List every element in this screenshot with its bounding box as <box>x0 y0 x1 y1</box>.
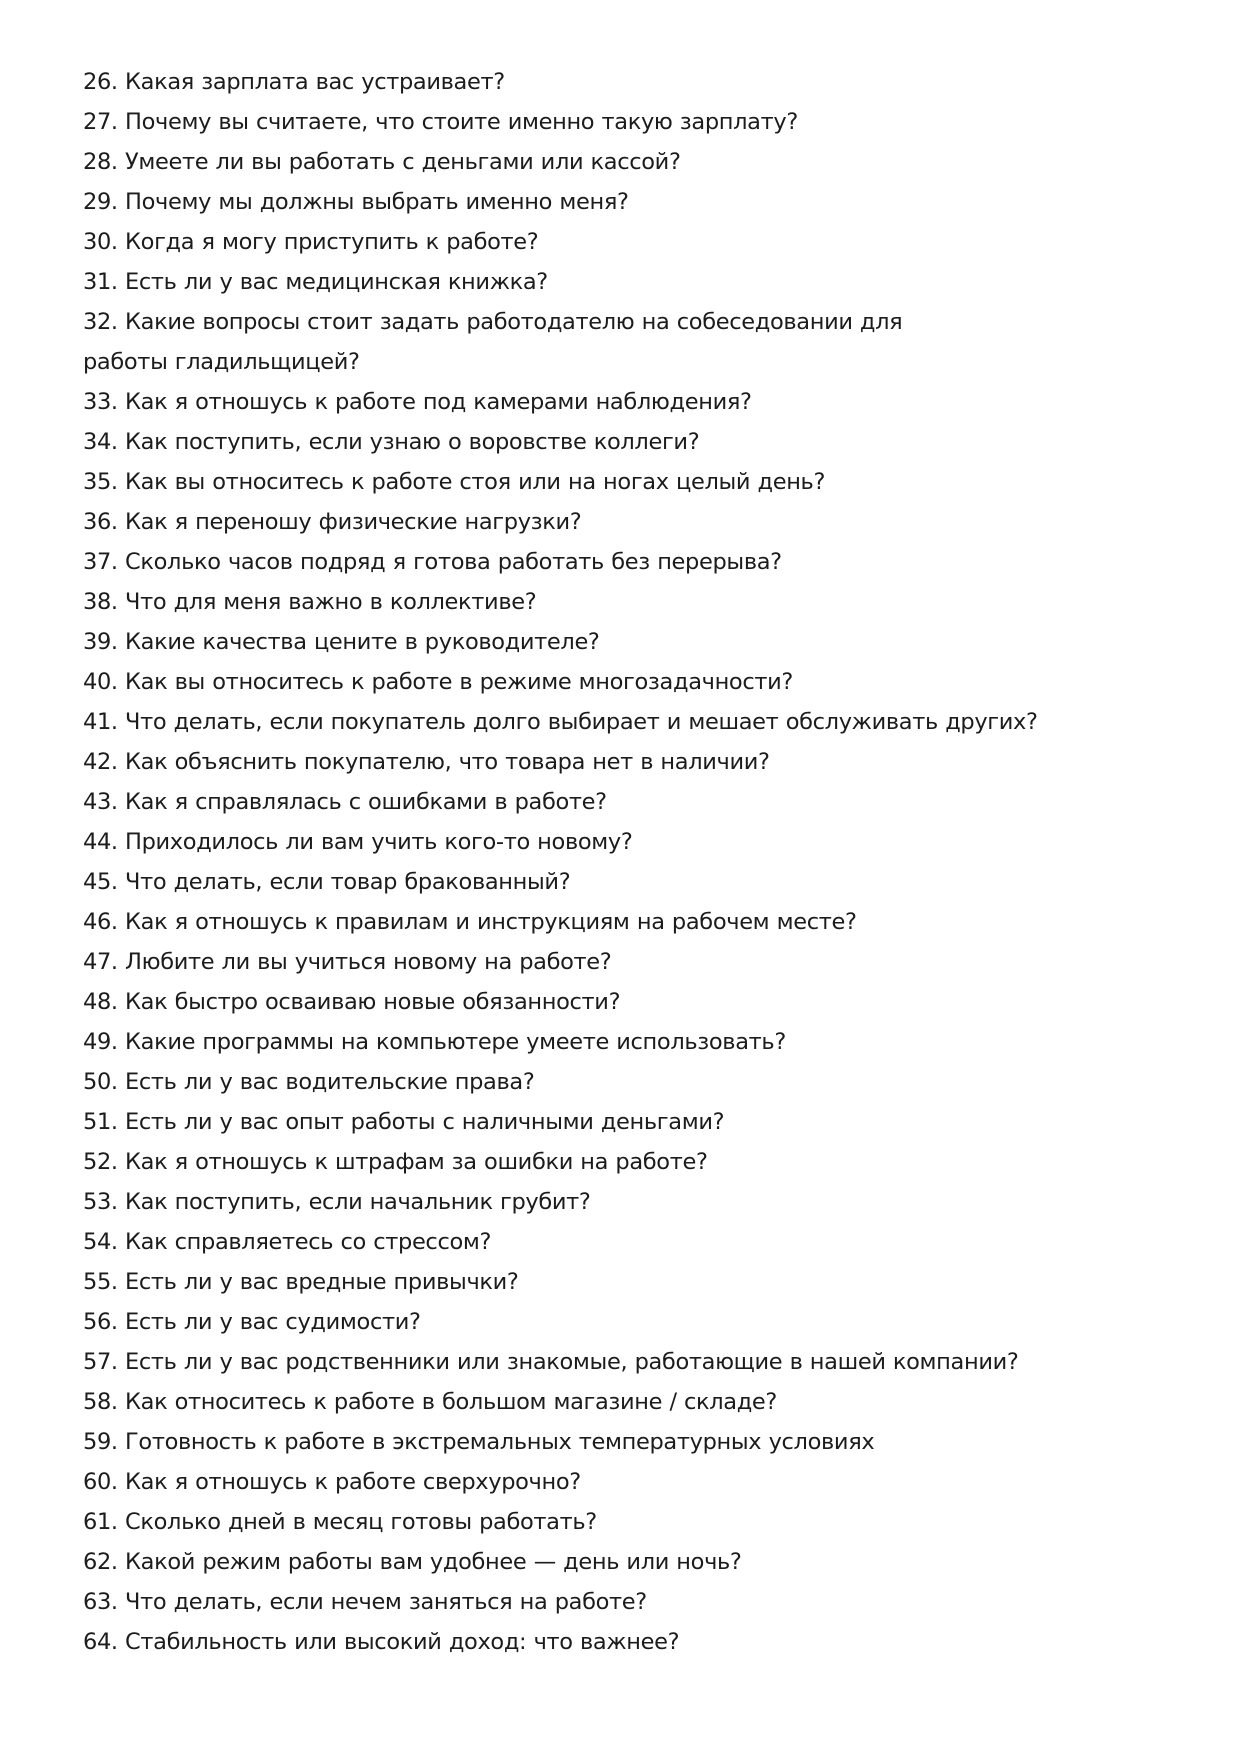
question-item: 37. Сколько часов подряд я готова работать без перерыва? <box>83 549 782 575</box>
question-item: 41. Что делать, если покупатель долго выбирает и мешает обслуживать других? <box>83 709 1038 735</box>
question-item: 60. Как я отношусь к работе сверхурочно? <box>83 1469 581 1495</box>
question-item: 55. Есть ли у вас вредные привычки? <box>83 1269 519 1295</box>
question-item: 40. Как вы относитесь к работе в режиме многозадачности? <box>83 669 793 695</box>
question-item: 56. Есть ли у вас судимости? <box>83 1309 421 1335</box>
question-item: 45. Что делать, если товар бракованный? <box>83 869 571 895</box>
question-item: 31. Есть ли у вас медицинская книжка? <box>83 269 548 295</box>
question-item: 46. Как я отношусь к правилам и инструкциям на рабочем месте? <box>83 909 857 935</box>
question-item: 38. Что для меня важно в коллективе? <box>83 589 537 615</box>
question-item: 61. Сколько дней в месяц готовы работать? <box>83 1509 597 1535</box>
question-item: 59. Готовность к работе в экстремальных температурных условиях <box>83 1429 875 1455</box>
question-item: 58. Как относитесь к работе в большом магазине / складе? <box>83 1389 778 1415</box>
question-item: 28. Умеете ли вы работать с деньгами или кассой? <box>83 149 681 175</box>
question-item: 64. Стабильность или высокий доход: что важнее? <box>83 1629 680 1655</box>
question-item: 57. Есть ли у вас родственники или знакомые, работающие в нашей компании? <box>83 1349 1019 1375</box>
question-item: 52. Как я отношусь к штрафам за ошибки на работе? <box>83 1149 708 1175</box>
question-list <box>83 62 1163 1662</box>
question-item: 36. Как я переношу физические нагрузки? <box>83 509 582 535</box>
question-item: 49. Какие программы на компьютере умеете использовать? <box>83 1029 786 1055</box>
question-item: 51. Есть ли у вас опыт работы с наличными деньгами? <box>83 1109 725 1135</box>
question-item: 50. Есть ли у вас водительские права? <box>83 1069 535 1095</box>
question-item: 27. Почему вы считаете, что стоите именно такую зарплату? <box>83 109 798 135</box>
question-item: 29. Почему мы должны выбрать именно меня? <box>83 189 629 215</box>
question-item: 42. Как объяснить покупателю, что товара нет в наличии? <box>83 749 770 775</box>
question-item: 35. Как вы относитесь к работе стоя или на ногах целый день? <box>83 469 826 495</box>
question-item: 39. Какие качества цените в руководителе? <box>83 629 600 655</box>
question-item: 33. Как я отношусь к работе под камерами наблюдения? <box>83 389 752 415</box>
question-item: 43. Как я справлялась с ошибками в работе? <box>83 789 607 815</box>
question-item: 63. Что делать, если нечем заняться на работе? <box>83 1589 647 1615</box>
question-item: 44. Приходилось ли вам учить кого-то новому? <box>83 829 633 855</box>
question-item: 26. Какая зарплата вас устраивает? <box>83 69 505 95</box>
question-item: 62. Какой режим работы вам удобнее — день или ночь? <box>83 1549 742 1575</box>
question-item: 32. Какие вопросы стоит задать работодателю на собеседовании для работы гладильщицей? <box>83 309 903 375</box>
question-item: 30. Когда я могу приступить к работе? <box>83 229 539 255</box>
question-item: 47. Любите ли вы учиться новому на работе? <box>83 949 612 975</box>
question-item: 53. Как поступить, если начальник грубит? <box>83 1189 591 1215</box>
question-item: 34. Как поступить, если узнаю о воровстве коллеги? <box>83 429 700 455</box>
question-item: 48. Как быстро осваиваю новые обязанности? <box>83 989 621 1015</box>
question-item: 54. Как справляетесь со стрессом? <box>83 1229 492 1255</box>
